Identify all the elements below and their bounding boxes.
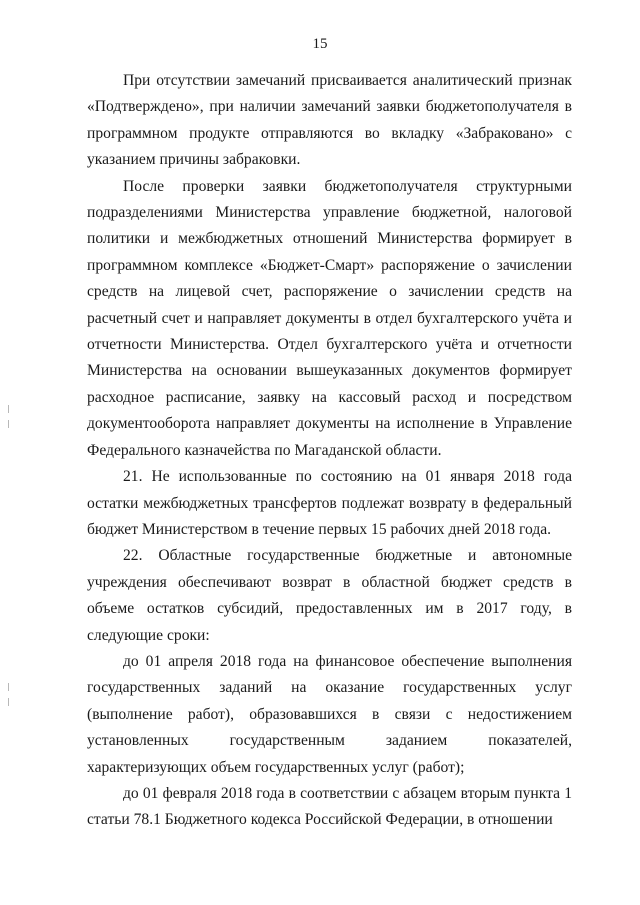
document-body [87, 68, 572, 834]
scan-mark [8, 683, 9, 691]
scan-mark [8, 420, 9, 428]
paragraph-after-check: После проверки заявки бюджетополучателя структурными подразделениями Министерства управление бюджетной, налоговой политики и межбюджетных отношений Министерства формирует в программном комплексе «Бюджет-Смарт» распоряжение о зачислении средств на лицевой счет, распоряжение о зачислении средств на расчетный счет и направляет документы в отдел бухгалтерского учёта и отчетности Министерства. Отдел бухгалтерского учёта и отчетности Министерства на основании вышеуказанных документов формирует расходное расписание, заявку на кассовый расход и посредством документооборота направляет документы на исполнение в Управление Федерального казначейства по Магаданской области. [87, 177, 572, 459]
page-number: 15 [312, 36, 328, 52]
scan-mark [8, 405, 9, 413]
paragraph-deadline-april: до 01 апреля 2018 года на финансовое обеспечение выполнения государственных заданий на оказание государственных услуг (выполнение работ), образовавшихся в связи с недостижением установленных государственным заданием показателей, характеризующих объем государственных услуг (работ); [87, 652, 572, 776]
scan-mark [8, 698, 9, 706]
paragraph-item-21: 21. Не использованные по состоянию на 01 января 2018 года остатки межбюджетных трансфертов подлежат возврату в федеральный бюджет Министерством в течение первых 15 рабочих дней 2018 года. [87, 468, 572, 538]
paragraph-deadline-february: до 01 февраля 2018 года в соответствии с абзацем вторым пункта 1 статьи 78.1 Бюджетного кодекса Российской Федерации, в отношении [87, 784, 572, 829]
paragraph-item-22: 22. Областные государственные бюджетные и автономные учреждения обеспечивают возврат в областной бюджет средств в объеме остатков субсидий, предоставленных им в 2017 году, в следующие сроки: [87, 547, 572, 644]
paragraph-approval: При отсутствии замечаний присваивается аналитический признак «Подтверждено», при наличии замечаний заявки бюджетополучателя в программном продукте отправляются во вкладку «Забраковано» с указанием причины забраковки. [87, 72, 572, 169]
